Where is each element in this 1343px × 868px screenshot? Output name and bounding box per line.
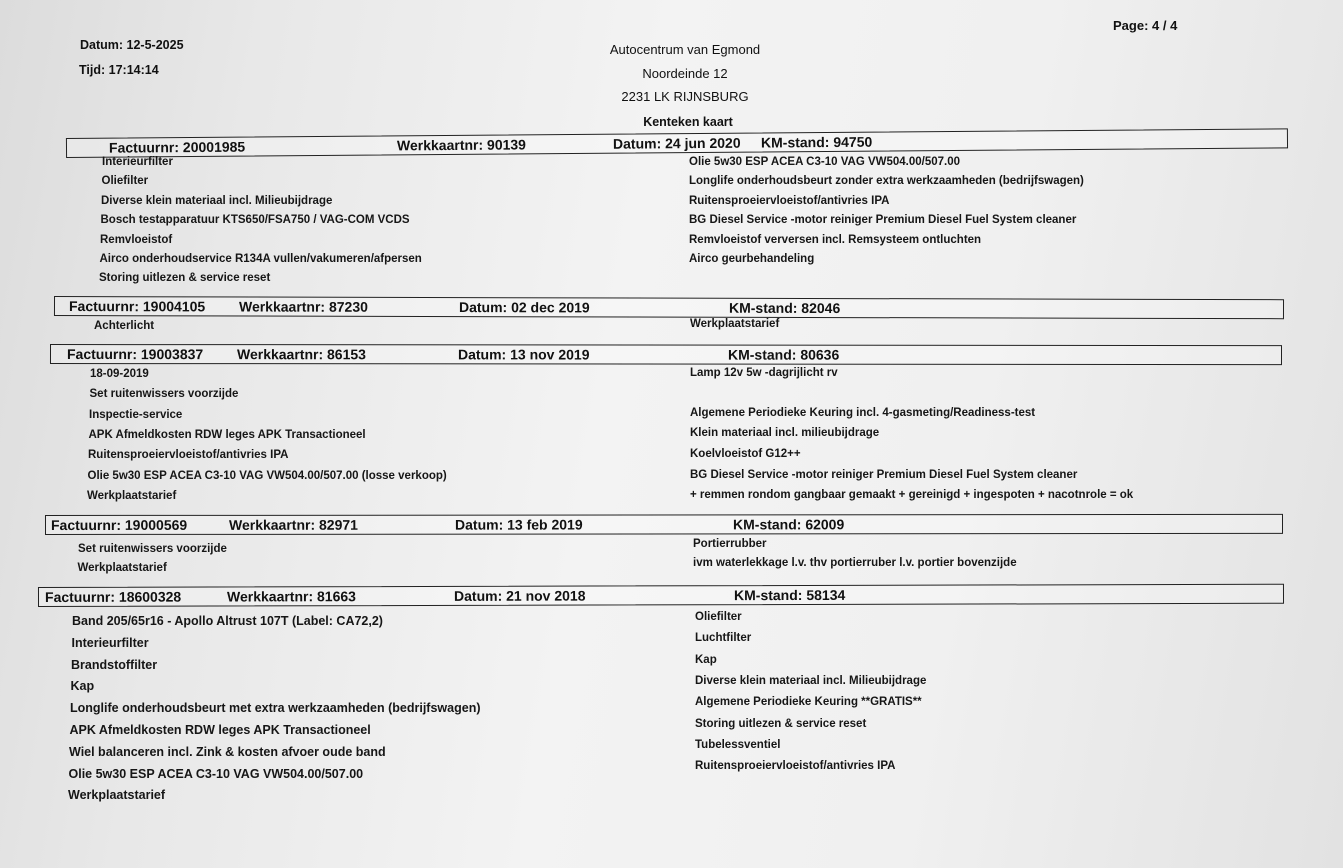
workcard-number: Werkkaartnr: 82971 xyxy=(228,516,358,533)
invoice-date: Datum: 24 jun 2020 xyxy=(612,134,741,152)
line-item-right: Luchtfilter xyxy=(695,632,752,645)
invoice-number: Factuurnr: 19000569 xyxy=(50,516,188,533)
line-item-left: 18-09-2019 xyxy=(90,368,149,380)
invoice-date: Datum: 21 nov 2018 xyxy=(453,587,586,604)
invoice-number: Factuurnr: 18600328 xyxy=(44,588,182,605)
document-title: Kenteken kaart xyxy=(643,115,733,129)
line-item-right: Oliefilter xyxy=(695,611,742,623)
company-city: 2231 LK RIJNSBURG xyxy=(621,89,749,104)
invoice-date: Datum: 13 nov 2019 xyxy=(457,346,590,363)
odometer-reading: KM-stand: 80636 xyxy=(727,346,840,363)
line-item-right: Lamp 12v 5w -dagrijlicht rv xyxy=(690,367,838,379)
line-item-left: Olie 5w30 ESP ACEA C3-10 VAG VW504.00/507.00 (losse verkoop) xyxy=(87,469,447,482)
line-item-left: Storing uitlezen & service reset xyxy=(99,272,271,285)
line-item-left: Werkplaatstarief xyxy=(87,489,177,502)
line-item-right: Storing uitlezen & service reset xyxy=(695,717,867,730)
line-item-right: Koelvloeistof G12++ xyxy=(690,448,801,460)
invoice-date: Datum: 13 feb 2019 xyxy=(454,516,583,533)
line-item-right: Klein materiaal incl. milieubijdrage xyxy=(690,427,880,439)
workcard-number: Werkkaartnr: 86153 xyxy=(236,346,366,363)
line-item-right: Diverse klein materiaal incl. Milieubijdrage xyxy=(695,674,927,687)
line-item-right: Ruitensproeiervloeistof/antivries IPA xyxy=(695,760,896,773)
print-date: Datum: 12-5-2025 xyxy=(80,38,184,52)
line-item-left: Ruitensproeiervloeistof/antivries IPA xyxy=(88,449,289,462)
line-item-left: Werkplaatstarief xyxy=(77,562,167,574)
line-item-right: Algemene Periodieke Keuring **GRATIS** xyxy=(695,696,922,709)
company-name: Autocentrum van Egmond xyxy=(609,42,761,57)
company-street: Noordeinde 12 xyxy=(642,66,728,81)
line-item-right: + remmen rondom gangbaar gemaakt + gereinigd + ingespoten + nacotnrole = ok xyxy=(690,489,1134,501)
line-item-right: Algemene Periodieke Keuring incl. 4-gasmeting/Readiness-test xyxy=(690,407,1036,419)
line-item-left: Remvloeistof xyxy=(100,233,173,246)
workcard-number: Werkkaartnr: 87230 xyxy=(238,298,368,315)
line-item-left: Achterlicht xyxy=(94,320,155,332)
line-item-right: Longlife onderhoudsbeurt zonder extra werkzaamheden (bedrijfswagen) xyxy=(689,175,1084,188)
invoice-date: Datum: 02 dec 2019 xyxy=(458,299,590,316)
invoice-header-2 xyxy=(54,296,1284,319)
line-item-right: BG Diesel Service -motor reiniger Premium Diesel Fuel System cleaner xyxy=(689,214,1077,227)
invoice-header-1 xyxy=(66,128,1288,158)
invoice-number: Factuurnr: 20001985 xyxy=(108,138,246,156)
odometer-reading: KM-stand: 94750 xyxy=(760,133,873,151)
line-item-left: Brandstoffilter xyxy=(71,657,158,672)
odometer-reading: KM-stand: 82046 xyxy=(728,299,841,317)
invoice-number: Factuurnr: 19004105 xyxy=(68,298,206,315)
line-item-right: Kap xyxy=(695,653,717,666)
invoice-header-4 xyxy=(45,514,1283,535)
line-item-right: Tubelessventiel xyxy=(695,738,781,751)
line-item-right: Airco geurbehandeling xyxy=(689,253,815,265)
line-item-right: Werkplaatstarief xyxy=(690,318,780,330)
line-item-left: Inspectie-service xyxy=(89,408,183,421)
workcard-number: Werkkaartnr: 90139 xyxy=(396,136,526,154)
line-item-left: Airco onderhoudservice R134A vullen/vakumeren/afpersen xyxy=(99,253,422,265)
invoice-header-3 xyxy=(50,344,1282,365)
page-number: Page: 4 / 4 xyxy=(1113,18,1178,33)
workcard-number: Werkkaartnr: 81663 xyxy=(226,588,356,605)
line-item-right: Olie 5w30 ESP ACEA C3-10 VAG VW504.00/507.00 xyxy=(689,156,961,168)
line-item-left: Set ruitenwissers voorzijde xyxy=(78,543,227,555)
line-item-left: Wiel balanceren incl. Zink & kosten afvoer oude band xyxy=(69,744,386,759)
line-item-left: Olie 5w30 ESP ACEA C3-10 VAG VW504.00/507.00 xyxy=(68,766,364,781)
line-item-left: Band 205/65r16 - Apollo Altrust 107T (Label: CA72,2) xyxy=(72,614,383,628)
line-item-left: APK Afmeldkosten RDW leges APK Transactioneel xyxy=(69,723,371,737)
line-item-right: Portierrubber xyxy=(693,538,767,550)
line-item-left: Longlife onderhoudsbeurt met extra werkzaamheden (bedrijfswagen) xyxy=(70,701,481,716)
line-item-right: Ruitensproeiervloeistof/antivries IPA xyxy=(689,194,890,207)
invoice-header-5 xyxy=(38,584,1284,607)
odometer-reading: KM-stand: 58134 xyxy=(733,586,846,604)
line-item-left: Oliefilter xyxy=(101,175,149,188)
line-item-left: APK Afmeldkosten RDW leges APK Transactioneel xyxy=(88,428,366,441)
line-item-left: Interieurfilter xyxy=(71,635,149,650)
line-item-left: Kap xyxy=(70,679,95,694)
line-item-right: ivm waterlekkage l.v. thv portierruber l.v. portier bovenzijde xyxy=(693,557,1017,569)
line-item-left: Werkplaatstarief xyxy=(68,788,166,803)
line-item-left: Diverse klein materiaal incl. Milieubijdrage xyxy=(101,194,333,207)
line-item-right: Remvloeistof verversen incl. Remsysteem ontluchten xyxy=(689,233,982,246)
line-item-left: Set ruitenwissers voorzijde xyxy=(89,388,239,401)
invoice-number: Factuurnr: 19003837 xyxy=(66,346,204,363)
line-item-right: BG Diesel Service -motor reiniger Premium Diesel Fuel System cleaner xyxy=(690,469,1078,481)
print-time: Tijd: 17:14:14 xyxy=(79,63,159,77)
line-item-left: Interieurfilter xyxy=(102,156,173,168)
odometer-reading: KM-stand: 62009 xyxy=(732,516,845,533)
line-item-left: Bosch testapparatuur KTS650/FSA750 / VAG-COM VCDS xyxy=(100,214,410,227)
